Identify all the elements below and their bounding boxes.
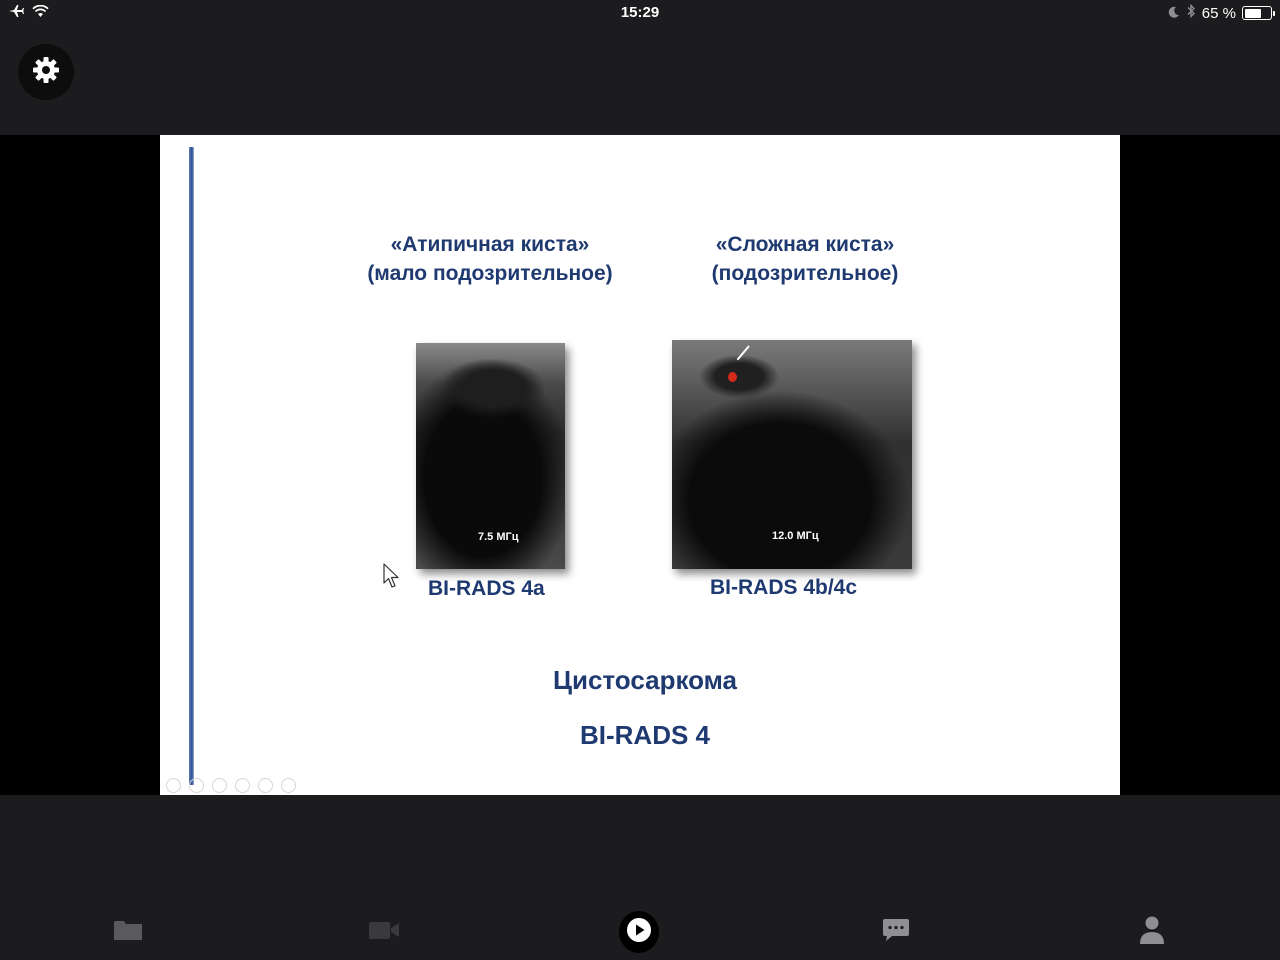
battery-fill xyxy=(1245,9,1261,18)
ultrasound-image-left xyxy=(416,343,565,569)
zoom-control[interactable] xyxy=(258,778,273,793)
video-camera-icon xyxy=(368,919,400,946)
slide-subtitle: BI-RADS 4 xyxy=(579,720,710,750)
tab-video[interactable] xyxy=(364,912,404,952)
status-time: 15:29 xyxy=(620,4,660,21)
slide-title: Цистосаркома xyxy=(552,665,738,695)
right-caption xyxy=(660,230,950,288)
pen-control[interactable] xyxy=(212,778,227,793)
battery-icon xyxy=(1242,6,1272,20)
presentation-stage xyxy=(0,135,1280,795)
right-caption-line1: «Сложная киста» xyxy=(715,233,895,256)
tab-play[interactable] xyxy=(619,912,659,952)
mouse-cursor-icon xyxy=(383,563,401,594)
gear-icon xyxy=(31,55,61,90)
tab-profile[interactable] xyxy=(1132,912,1172,952)
more-options-control[interactable] xyxy=(281,778,296,793)
left-caption xyxy=(340,230,640,288)
settings-button[interactable] xyxy=(18,44,74,100)
slide xyxy=(160,135,1120,795)
left-caption-line2: (мало подозрительное) xyxy=(367,262,613,285)
right-frequency-label: 12.0 МГц xyxy=(772,530,819,542)
tab-files[interactable] xyxy=(108,912,148,952)
status-bar xyxy=(0,0,1280,26)
left-caption-line1: «Атипичная киста» xyxy=(390,233,590,256)
arrow-marker xyxy=(737,345,750,360)
doppler-signal xyxy=(728,372,737,382)
play-icon xyxy=(626,917,652,948)
slide-controls xyxy=(166,778,296,793)
moon-icon xyxy=(1168,5,1180,22)
left-frequency-label: 7.5 МГц xyxy=(478,531,519,543)
bluetooth-icon xyxy=(1186,4,1196,22)
prev-slide-control[interactable] xyxy=(166,778,181,793)
left-birads-label: BI-RADS 4a xyxy=(428,577,545,600)
right-birads-label: BI-RADS 4b/4c xyxy=(710,576,858,599)
next-slide-control[interactable] xyxy=(189,778,204,793)
ultrasound-image-right xyxy=(672,340,912,569)
chat-icon xyxy=(882,917,910,948)
right-caption-line2: (подозрительное) xyxy=(711,262,899,285)
bottom-tab-bar xyxy=(0,900,1280,960)
tab-chat[interactable] xyxy=(876,912,916,952)
person-icon xyxy=(1139,915,1165,950)
battery-percent: 65 % xyxy=(1201,4,1236,22)
slides-view-control[interactable] xyxy=(235,778,250,793)
play-button[interactable] xyxy=(619,911,659,953)
folder-icon xyxy=(113,918,143,947)
